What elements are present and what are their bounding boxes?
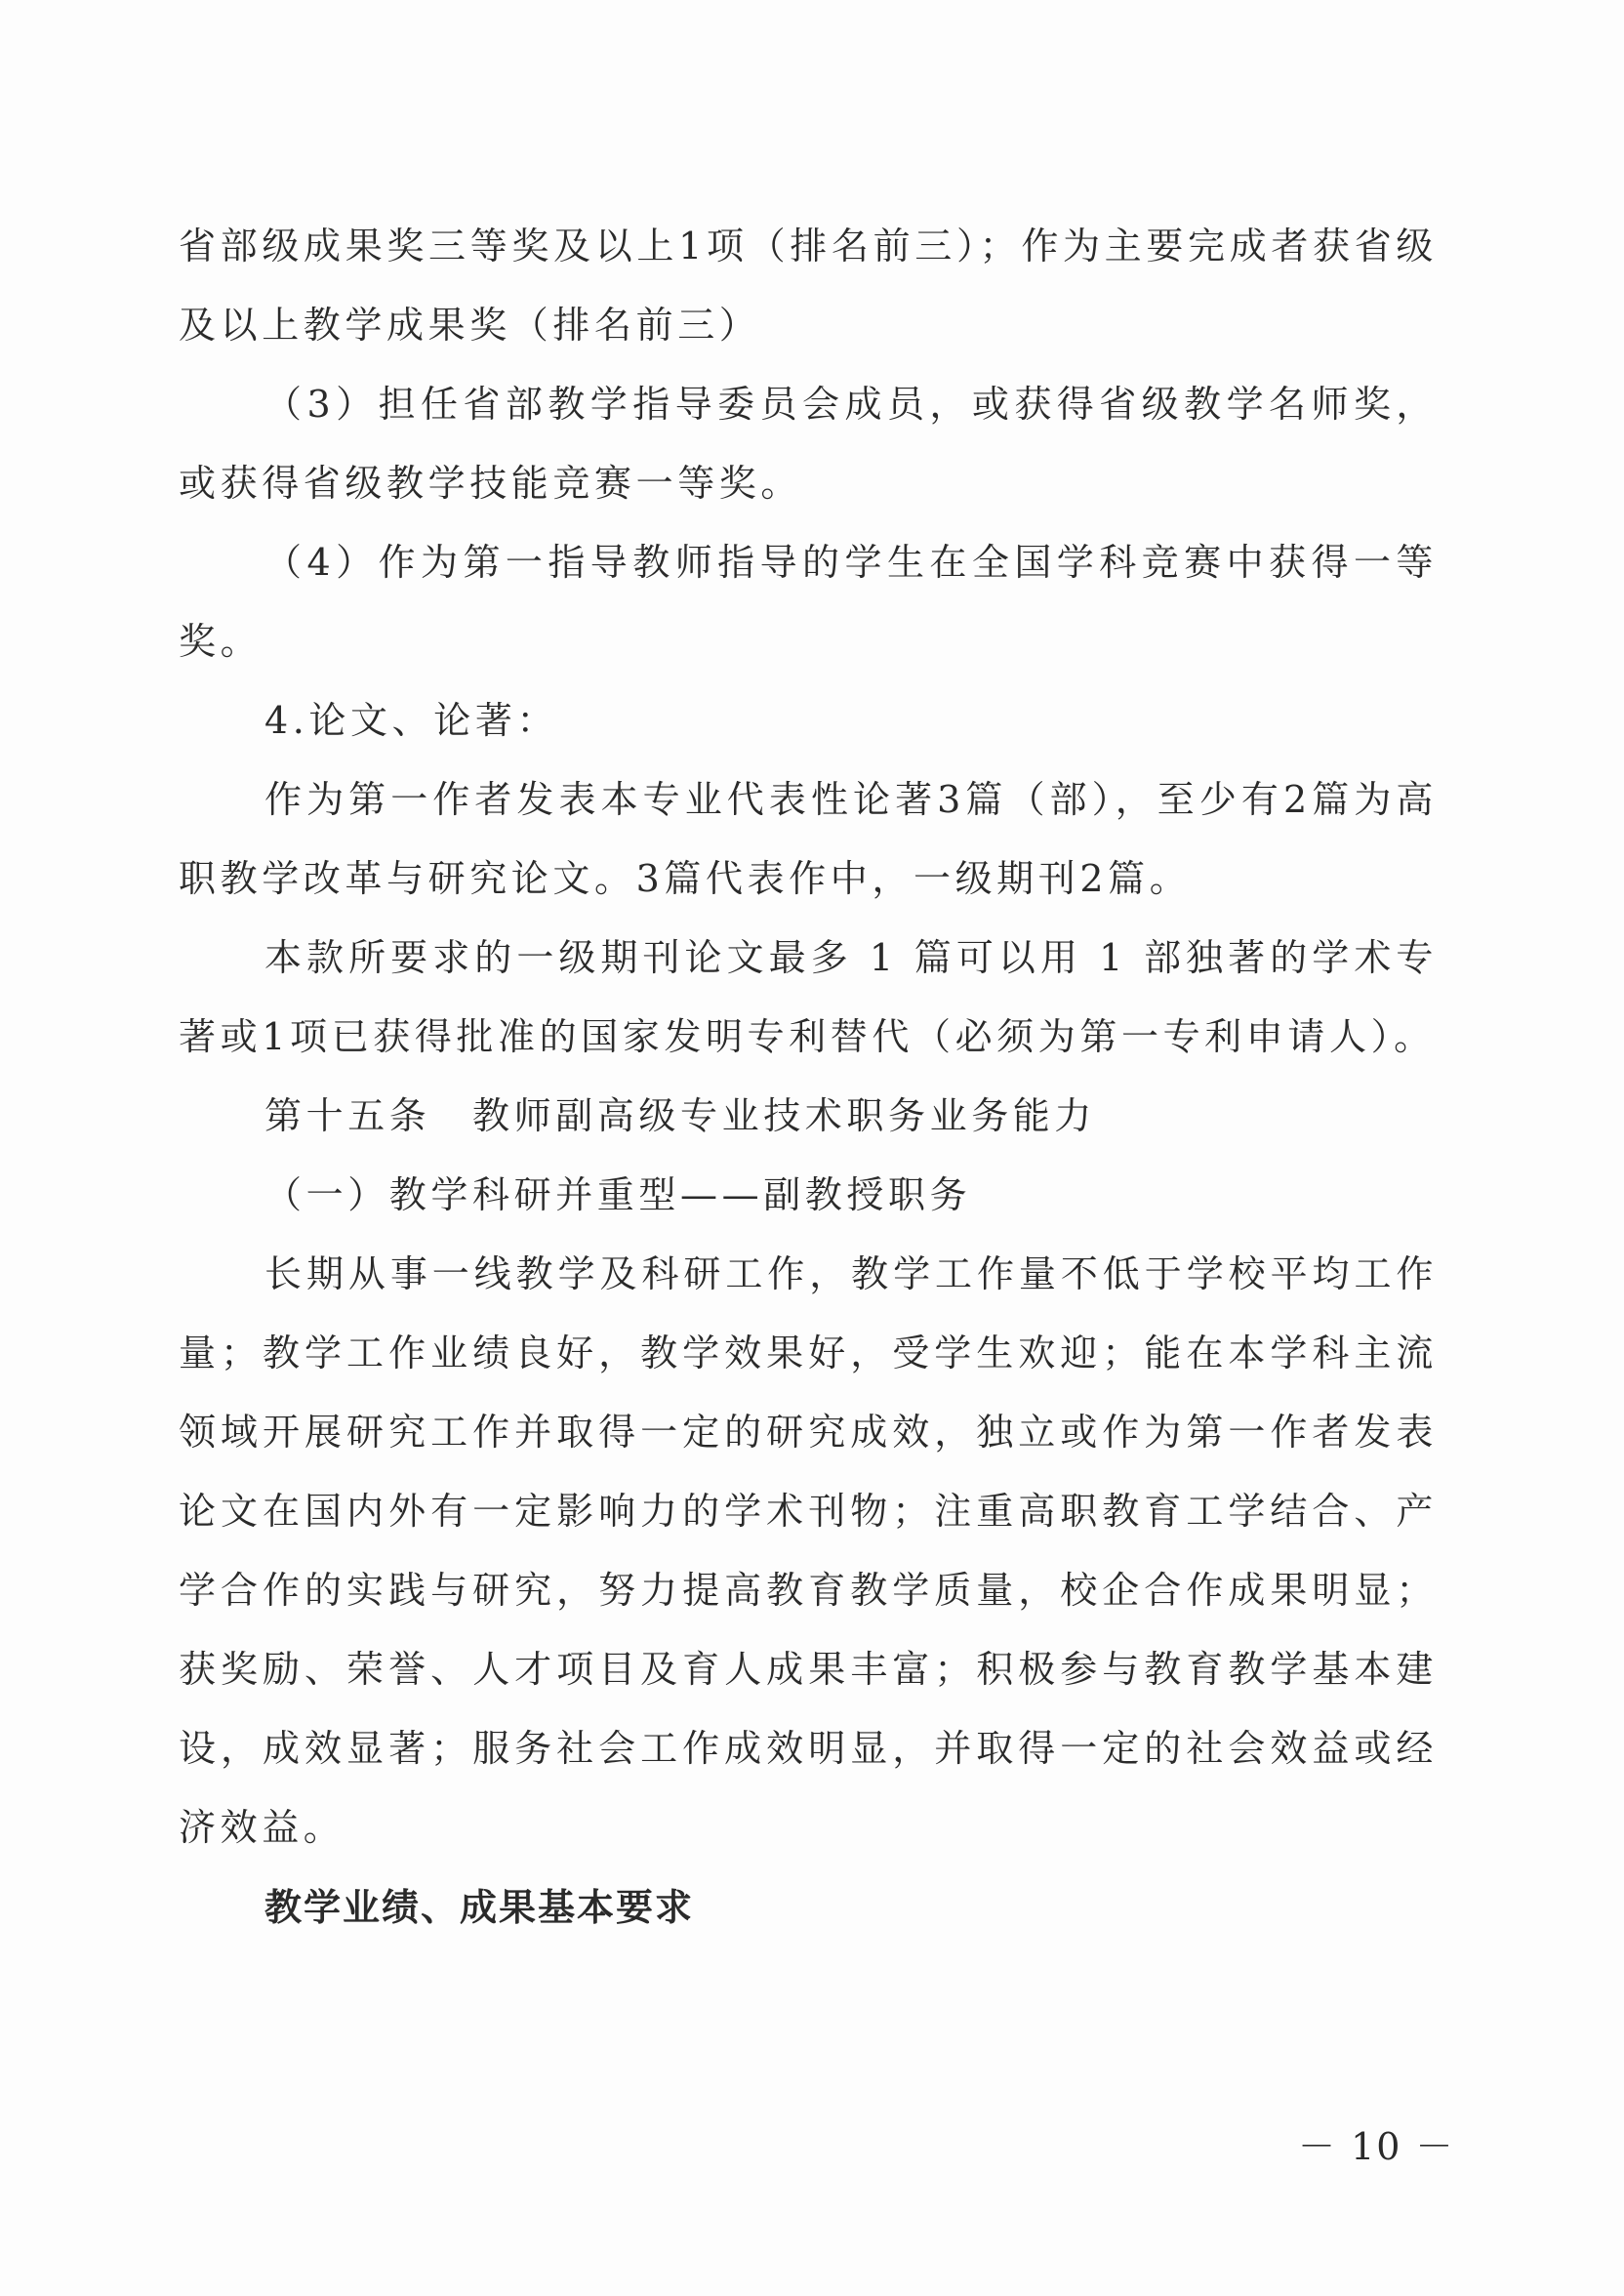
paragraph-substitution-rule: 本款所要求的一级期刊论文最多 1 篇可以用 1 部独著的学术专著或1项已获得批准的国家发明专利替代（必须为第一专利申请人）。: [179, 936, 1438, 1058]
paragraph-award-continuation: 省部级成果奖三等奖及以上1项（排名前三）；作为主要完成者获省级及以上教学成果奖（排名前三）: [179, 225, 1438, 347]
heading-basic-requirements: 教学业绩、成果基本要求: [264, 1885, 695, 1929]
document-body: [179, 207, 1438, 1947]
paragraph-item-4: （4）作为第一指导教师指导的学生在全国学科竞赛中获得一等奖。: [179, 541, 1438, 663]
paragraph-papers-requirement: 作为第一作者发表本专业代表性论著3篇（部），至少有2篇为高职教学改革与研究论文。3篇代表作中，一级期刊2篇。: [179, 778, 1438, 900]
article-15-heading: 第十五条 教师副高级专业技术职务业务能力: [264, 1094, 1097, 1137]
paragraph-job-description: 长期从事一线教学及科研工作，教学工作量不低于学校平均工作量；教学工作业绩良好，教学效果好，受学生欢迎；能在本学科主流领域开展研究工作并取得一定的研究成效，独立或作为第一作者发表论文在国内外有一定影响力的学术刊物；注重高职教育工学结合、产学合作的实践与研究，努力提高教育教学质量，校企合作成果明显；获奖励、荣誉、人才项目及育人成果丰富；积极参与教育教学基本建设，成效显著；服务社会工作成效明显，并取得一定的社会效益或经济效益。: [179, 1252, 1438, 1849]
page-number: － 10 －: [1298, 2125, 1455, 2168]
section-heading-papers: 4.论文、论著：: [264, 699, 559, 742]
subsection-heading-associate-professor: （一）教学科研并重型——副教授职务: [264, 1173, 972, 1216]
paragraph-item-3: （3）担任省部教学指导委员会成员，或获得省级教学名师奖，或获得省级教学技能竞赛一等奖。: [179, 383, 1438, 505]
